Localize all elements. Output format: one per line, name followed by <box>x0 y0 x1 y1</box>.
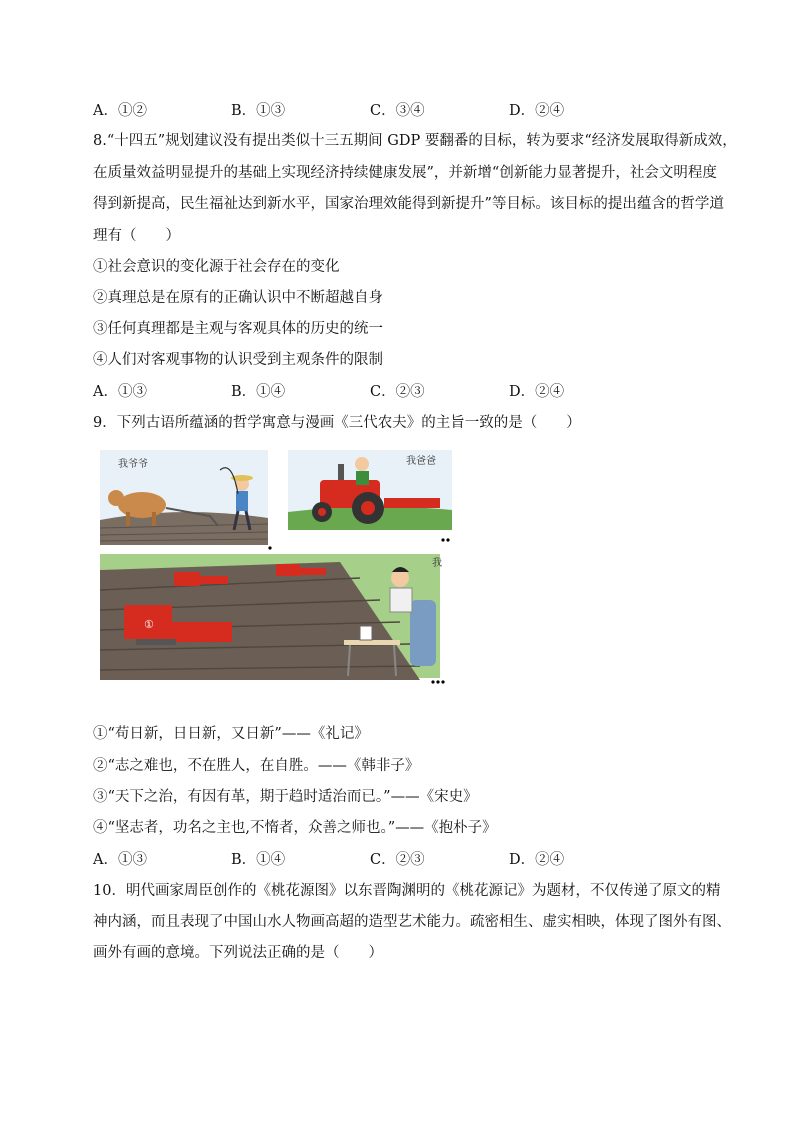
q8-statement-2: ②真理总是在原有的正确认识中不断超越自身 <box>93 290 383 306</box>
robot-machine-icon <box>174 572 200 586</box>
label-dad: 我爸爸 <box>406 456 436 467</box>
q7-option-b[interactable]: B．①③ <box>231 103 286 119</box>
q8-option-b[interactable]: B．①④ <box>231 384 286 400</box>
q10-stem-line-3: 画外有画的意境。下列说法正确的是（ ） <box>93 945 383 961</box>
q8-stem-line-2: 在质量效益明显提升的基础上实现经济持续健康发展”，并新增“创新能力显著提升，社会文明程度 <box>93 165 717 181</box>
q9-stem: 9．下列古语所蕴涵的哲学寓意与漫画《三代农夫》的主旨一致的是（ ） <box>93 415 581 431</box>
q9-option-a[interactable]: A．①③ <box>93 852 147 868</box>
chair-icon <box>410 600 436 666</box>
q7-option-c[interactable]: C．③④ <box>370 103 425 119</box>
q7-option-a[interactable]: A．①② <box>93 103 147 119</box>
q8-statement-3: ③任何真理都是主观与客观具体的历史的统一 <box>93 321 383 337</box>
q9-statement-3: ③“天下之治，有因有革，期于趋时适治而已。”——《宋史》 <box>93 789 478 805</box>
q9-statement-1: ①“苟日新，日日新，又日新”——《礼记》 <box>93 726 369 742</box>
teacup-icon <box>360 626 372 640</box>
q8-stem-line-4: 理有（ ） <box>93 228 180 244</box>
q7-option-d[interactable]: D．②④ <box>509 103 565 119</box>
three-generations-farmer-comic <box>100 450 452 688</box>
q9-statement-4: ④“坚志者，功名之主也,不惰者，众善之师也。”——《抱朴子》 <box>93 820 497 836</box>
label-grandpa: 我爷爷 <box>118 459 148 470</box>
dad-icon <box>355 457 369 471</box>
q9-statement-2: ②“志之难也，不在胜人，在自胜。——《韩非子》 <box>93 758 420 774</box>
label-me: 我 <box>432 558 442 569</box>
panel-me <box>100 554 445 684</box>
q9-option-b[interactable]: B．①④ <box>231 852 286 868</box>
q9-option-d[interactable]: D．②④ <box>509 852 565 868</box>
q8-option-c[interactable]: C．②③ <box>370 384 425 400</box>
machine-number-label: ① <box>144 618 154 631</box>
q8-statement-1: ①社会意识的变化源于社会存在的变化 <box>93 259 340 275</box>
q8-stem-line-3: 得到新提高，民生福祉达到新水平，国家治理效能得到新提升”等目标。该目标的提出蕴含的哲学道 <box>93 196 724 212</box>
ox-icon <box>118 492 166 518</box>
q8-stem-line-1: 8.“十四五”规划建议没有提出类似十三五期间 GDP 要翻番的目标，转为要求“经济发展取得新成效， <box>93 133 737 149</box>
q8-statement-4: ④人们对客观事物的认识受到主观条件的限制 <box>93 352 383 368</box>
q10-stem-line-2: 神内涵，而且表现了中国山水人物画高超的造型艺术能力。疏密相生、虚实相映，体现了图外有图、 <box>93 914 731 930</box>
q10-stem-line-1: 10．明代画家周臣创作的《桃花源图》以东晋陶渊明的《桃花源记》为题材，不仅传递了原文的精 <box>93 883 721 899</box>
q8-option-a[interactable]: A．①③ <box>93 384 147 400</box>
q8-option-d[interactable]: D．②④ <box>509 384 565 400</box>
q9-option-c[interactable]: C．②③ <box>370 852 425 868</box>
